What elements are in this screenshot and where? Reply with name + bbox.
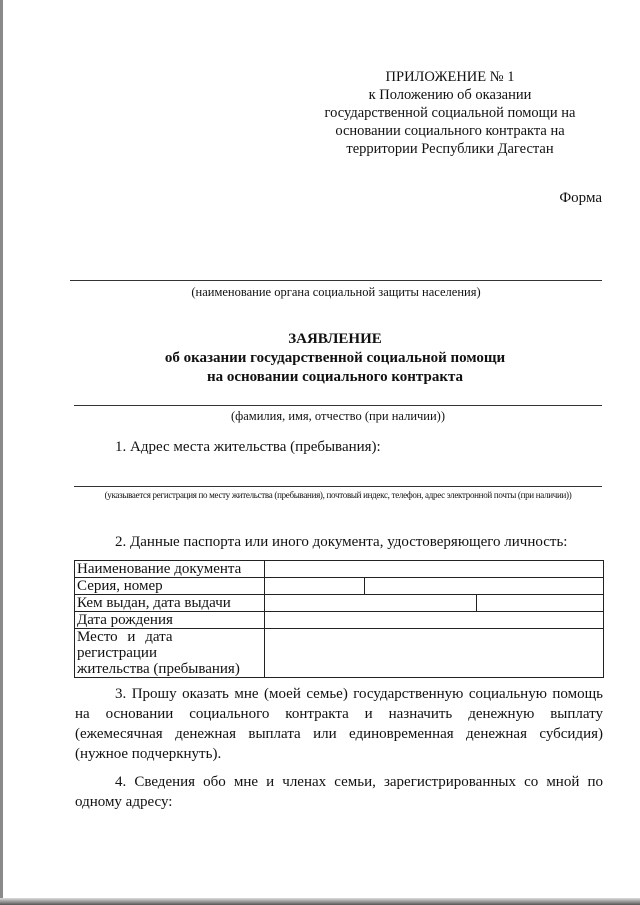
scan-edge [0,0,3,905]
passport-heading: 2. Данные паспорта или иного документа, удостоверяющего личность: [115,534,568,550]
table-label: Дата рождения [75,612,265,629]
table-input-cell[interactable] [265,578,365,595]
request-paragraph: 3. Прошу оказать мне (моей семье) государственную социальную помощь на основании социального контракта и назначить денежную выплату (ежемесячная денежная выплата или единовременная денежная субсидия) (нужное подчеркнуть). [75,686,603,762]
table-label: Серия, номер [75,578,265,595]
form-label: Форма [559,190,602,206]
title-sub: об оказании государственной социальной помощи [164,350,506,366]
table-label [75,629,265,678]
title-sub: на основании социального контракта [206,369,464,385]
title-main: ЗАЯВЛЕНИЕ [288,331,382,347]
table-row [75,595,604,612]
table-input-cell[interactable] [265,561,604,578]
appendix-line: государственной социальной помощи на [324,105,576,121]
table-label-line [77,629,262,661]
table-label: Наименование документа [75,561,265,578]
agency-caption: (наименование органа социальной защиты населения) [191,285,481,299]
address-line[interactable] [74,486,602,487]
table-input-cell[interactable] [265,612,604,629]
address-caption: (указывается регистрация по месту жительства (пребывания), почтовый индекс, телефон, адрес электронной почты (при наличии)) [104,490,572,500]
scan-edge [0,898,640,905]
appendix-header [300,68,600,158]
table-row [75,612,604,629]
appendix-line: к Положению об оказании [368,87,532,103]
name-caption: (фамилия, имя, отчество (при наличии)) [230,409,445,423]
appendix-number: ПРИЛОЖЕНИЕ № 1 [385,69,515,85]
family-paragraph: 4. Сведения обо мне и членах семьи, зарегистрированных со мной по одному адресу: [75,774,603,810]
appendix-line: основании социального контракта на [335,123,565,139]
table-input-cell[interactable] [265,629,604,678]
table-row [75,629,604,678]
document-title [70,330,600,387]
passport-table [74,560,604,678]
address-heading: 1. Адрес места жительства (пребывания): [115,439,381,455]
agency-name-line[interactable] [70,280,602,281]
table-row [75,561,604,578]
appendix-line: территории Республики Дагестан [346,141,554,157]
full-name-line[interactable] [74,405,602,406]
table-input-cell[interactable] [477,595,604,612]
table-input-cell[interactable] [365,578,604,595]
table-row [75,578,604,595]
table-label-line: жительства (пребывания) [77,661,240,677]
table-label: Кем выдан, дата выдачи [75,595,265,612]
label-text: Место и дата регистрации [77,629,173,661]
table-input-cell[interactable] [265,595,477,612]
